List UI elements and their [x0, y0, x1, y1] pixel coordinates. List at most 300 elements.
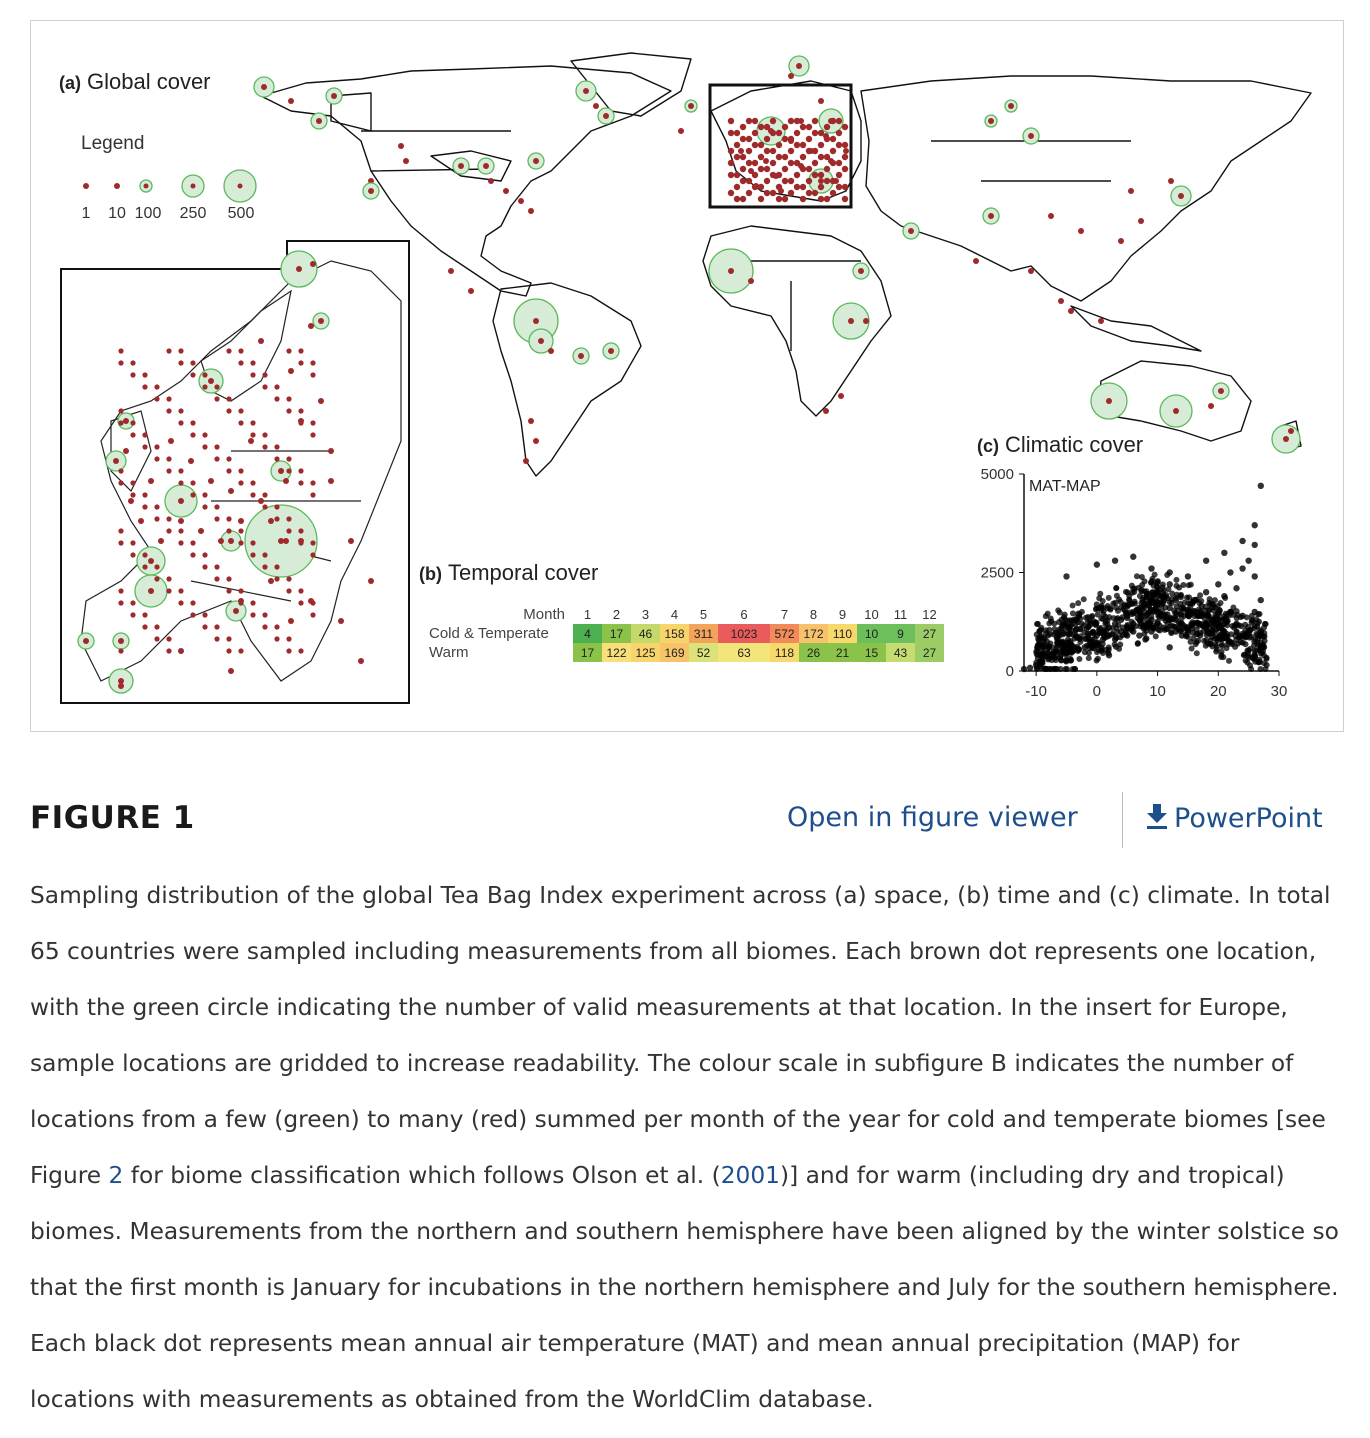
location-dot [298, 540, 303, 545]
location-dot [818, 130, 824, 136]
location-dot [286, 348, 291, 353]
location-dot [770, 190, 776, 196]
location-dot [154, 504, 159, 509]
location-dot [274, 516, 279, 521]
location-dot [298, 528, 303, 533]
scatter-point [1070, 666, 1076, 672]
location-dot [130, 360, 135, 365]
location-dot [142, 372, 147, 377]
location-dot [178, 528, 183, 533]
location-dot [782, 154, 788, 160]
scatter-point [1224, 645, 1230, 651]
month-7: 7 [780, 607, 789, 622]
location-dot [214, 564, 219, 569]
location-dot [298, 420, 303, 425]
open-figure-viewer-link[interactable]: Open in figure viewer [787, 802, 1078, 833]
scatter-point [1060, 621, 1066, 627]
location-dot [214, 396, 219, 401]
location-dot [238, 648, 243, 653]
world-map [261, 53, 1311, 476]
location-dot [278, 468, 284, 474]
location-dot [268, 578, 274, 584]
scatter-point [1207, 596, 1213, 602]
scatter-point [1053, 630, 1059, 636]
location-dot [776, 154, 782, 160]
scatter-point [1172, 610, 1178, 616]
temporal-cell: 26 [799, 643, 828, 662]
scatter-point [1076, 647, 1082, 653]
location-dot [250, 552, 255, 557]
location-dot [776, 196, 782, 202]
scatter-point [1135, 641, 1141, 647]
scatter-point [1095, 612, 1101, 618]
scatter-point [1222, 595, 1228, 601]
location-dot [734, 196, 740, 202]
temporal-cell: 17 [573, 643, 602, 662]
figure-2-link[interactable]: 2 [108, 1162, 124, 1189]
scatter-point [1206, 607, 1212, 613]
location-dot [368, 188, 374, 194]
location-dot [842, 166, 848, 172]
scatter-point [1252, 573, 1258, 579]
location-dot [728, 118, 734, 124]
location-dot [770, 148, 776, 154]
scatter-point [1138, 612, 1144, 618]
location-dot [1218, 388, 1224, 394]
location-dot [298, 360, 303, 365]
location-dot [358, 658, 364, 664]
location-dot [746, 118, 752, 124]
temporal-cell: 1023 [718, 624, 770, 643]
scatter-point [1058, 657, 1064, 663]
scatter-point [1227, 639, 1233, 645]
location-dot [776, 184, 782, 190]
scatter-point [1100, 598, 1106, 604]
scatter-point [1162, 627, 1168, 633]
europe-inset [61, 241, 409, 703]
location-dot [788, 148, 794, 154]
month-header-row [429, 605, 944, 624]
scatter-point [1106, 644, 1112, 650]
location-dot [214, 456, 219, 461]
location-dot [154, 576, 159, 581]
location-dot [310, 612, 315, 617]
scatter-point [1229, 623, 1235, 629]
scatter-point [1134, 573, 1140, 579]
location-dot [758, 196, 764, 202]
scatter-point [1156, 610, 1162, 616]
scatter-point [1035, 645, 1041, 651]
y-tick-label: 2500 [980, 564, 1014, 582]
location-dot [830, 118, 836, 124]
location-dot [770, 160, 776, 166]
scatter-point [1262, 621, 1268, 627]
location-dot [593, 103, 599, 109]
location-dot [298, 648, 303, 653]
location-dot [166, 576, 171, 581]
location-dot [1098, 318, 1104, 324]
scatter-point [1067, 623, 1073, 629]
location-dot [202, 444, 207, 449]
location-dot [812, 160, 818, 166]
x-tick-label: 30 [1270, 683, 1288, 700]
location-dot [154, 636, 159, 641]
location-dot [190, 612, 195, 617]
location-dot [794, 172, 800, 178]
location-dot [310, 492, 315, 497]
location-dot [261, 84, 267, 90]
location-dot [770, 130, 776, 136]
month-11: 11 [893, 607, 908, 622]
location-dot [130, 432, 135, 437]
scatter-point [1081, 596, 1087, 602]
location-dot [824, 166, 830, 172]
location-dot [190, 492, 195, 497]
location-dot [118, 468, 123, 473]
location-dot [166, 396, 171, 401]
scatter-point [1164, 572, 1170, 578]
location-dot [806, 178, 812, 184]
scatter-point [1258, 597, 1264, 603]
location-dot [988, 118, 994, 124]
scatter-point [1124, 622, 1130, 628]
location-dot [118, 588, 123, 593]
scatter-point [1085, 614, 1091, 620]
location-dot [800, 142, 806, 148]
scatter-point [1203, 643, 1209, 649]
location-dot [794, 160, 800, 166]
location-dot [318, 318, 324, 324]
location-dot [118, 360, 123, 365]
location-dot [288, 98, 294, 104]
location-dot [214, 516, 219, 521]
location-dot [202, 564, 207, 569]
month-8: 8 [809, 607, 818, 622]
location-dot [250, 492, 255, 497]
location-dot [283, 538, 289, 544]
location-dot [118, 348, 123, 353]
location-dot [226, 468, 231, 473]
location-dot [226, 408, 231, 413]
scatter-point [1169, 600, 1175, 606]
location-dot [238, 468, 243, 473]
location-dot [310, 432, 315, 437]
location-dot [130, 480, 135, 485]
scatter-point [1217, 607, 1223, 613]
temporal-cell: 572 [770, 624, 799, 643]
location-dot [238, 588, 243, 593]
location-dot [836, 172, 842, 178]
scatter-chart [981, 466, 1288, 700]
location-dot [214, 636, 219, 641]
location-dot [226, 516, 231, 521]
scatter-point [1184, 594, 1190, 600]
location-dot [752, 172, 758, 178]
scatter-point [1041, 638, 1047, 644]
location-dot [603, 113, 609, 119]
location-dot [830, 178, 836, 184]
location-dot [1048, 213, 1054, 219]
scatter-point [1126, 597, 1132, 603]
location-dot [608, 348, 614, 354]
scatter-point [1221, 628, 1227, 634]
scatter-point [1252, 542, 1258, 548]
location-dot [533, 158, 539, 164]
location-dot [118, 540, 123, 545]
location-dot [746, 148, 752, 154]
location-dot [782, 124, 788, 130]
scatter-point [1194, 627, 1200, 633]
location-dot [776, 172, 782, 178]
figure-image[interactable] [30, 20, 1344, 732]
location-dot [310, 261, 316, 267]
location-dot [202, 612, 207, 617]
location-dot [1288, 428, 1294, 434]
scatter-point [1258, 644, 1264, 650]
location-dot [214, 384, 219, 389]
scatter-point [1228, 631, 1234, 637]
month-3: 3 [641, 607, 650, 622]
temporal-cell: 110 [828, 624, 857, 643]
location-dot [286, 648, 291, 653]
location-dot [863, 318, 869, 324]
location-dot [1058, 298, 1064, 304]
location-dot [836, 142, 842, 148]
download-icon [1144, 802, 1170, 830]
location-dot [740, 166, 746, 172]
location-dot [830, 136, 836, 142]
location-dot [788, 178, 794, 184]
location-dot [806, 190, 812, 196]
scatter-point [1209, 643, 1215, 649]
scatter-point [1203, 557, 1209, 563]
scatter-point [1113, 644, 1119, 650]
month-4: 4 [670, 607, 679, 622]
scatter-point [1047, 631, 1053, 637]
location-dot [142, 504, 147, 509]
location-dot [288, 368, 294, 374]
scatter-point [1076, 656, 1082, 662]
scatter-point [1139, 604, 1145, 610]
location-dot [226, 456, 231, 461]
location-dot [238, 348, 243, 353]
location-dot [286, 396, 291, 401]
location-dot [800, 154, 806, 160]
legend-symbols [83, 170, 256, 202]
scatter-point [1094, 561, 1100, 567]
scatter-point [1235, 612, 1241, 618]
location-dot [836, 118, 842, 124]
location-dot [226, 588, 231, 593]
location-dot [154, 564, 159, 569]
location-dot [250, 420, 255, 425]
location-dot [483, 163, 489, 169]
location-dot [1106, 398, 1112, 404]
chart-title: MAT-MAP [1029, 478, 1101, 495]
location-dot [836, 130, 842, 136]
location-dot [250, 600, 255, 605]
location-dot [178, 518, 184, 524]
location-dot [838, 393, 844, 399]
location-dot [740, 196, 746, 202]
scatter-point [1077, 626, 1083, 632]
location-dot [728, 172, 734, 178]
location-dot [328, 448, 334, 454]
location-dot [142, 444, 147, 449]
location-dot [764, 178, 770, 184]
location-dot [764, 190, 770, 196]
scatter-point [1067, 617, 1073, 623]
location-dot [794, 130, 800, 136]
location-dot [128, 498, 134, 504]
olson-2001-link[interactable]: 2001 [720, 1162, 780, 1189]
scatter-point [1073, 621, 1079, 627]
month-1: 1 [583, 607, 592, 622]
scatter-point [1138, 588, 1144, 594]
scatter-point [1127, 609, 1133, 615]
location-dot [118, 480, 123, 485]
location-dot [806, 148, 812, 154]
location-dot [123, 448, 129, 454]
location-dot [308, 323, 314, 329]
location-dot [166, 636, 171, 641]
location-dot [202, 372, 207, 377]
scatter-point [1148, 565, 1154, 571]
scatter-point [1094, 620, 1100, 626]
caption-text-1: Sampling distribution of the global Tea Bag Index experiment across (a) space, (b) time and (c) climate. In total 65 countries were sampled including measurements from all biomes. Each brown dot represents one location, with the green circle indicating the number of valid measurements at that location. In the insert for Europe, sample locations are gridded to increase readability. The colour scale in subfigure B indicates the number of locations from a few (green) to many (red) summed per month of the year for cold and temperate biomes [see Figure [30, 882, 1331, 1189]
scatter-point [1063, 646, 1069, 652]
location-dot [328, 478, 334, 484]
powerpoint-download-link[interactable] [1144, 802, 1323, 834]
location-dot [752, 142, 758, 148]
location-dot [818, 172, 824, 178]
location-dot [830, 148, 836, 154]
scatter-point [1163, 594, 1169, 600]
location-dot [250, 372, 255, 377]
location-dot [178, 648, 183, 653]
location-dot [262, 552, 267, 557]
location-dot [154, 444, 159, 449]
location-dot [178, 468, 183, 473]
scatter-point [1210, 602, 1216, 608]
location-dot [250, 612, 255, 617]
scatter-point [1244, 614, 1250, 620]
scatter-point [1226, 658, 1232, 664]
location-dot [148, 478, 154, 484]
temporal-cell: 46 [631, 624, 660, 643]
location-dot [836, 160, 842, 166]
location-dot [806, 166, 812, 172]
scatter-point [1079, 609, 1085, 615]
scatter-point [1153, 602, 1159, 608]
location-dot [262, 432, 267, 437]
location-dot [190, 552, 195, 557]
scatter-point [1094, 649, 1100, 655]
location-dot [238, 360, 243, 365]
scatter-point [1133, 623, 1139, 629]
scatter-point [1093, 606, 1099, 612]
scatter-point [1034, 632, 1040, 638]
scatter-point [1257, 657, 1263, 663]
location-dot [752, 160, 758, 166]
scatter-point [1139, 582, 1145, 588]
location-dot [262, 564, 267, 569]
location-dot [178, 420, 183, 425]
location-dot [812, 130, 818, 136]
scatter-point [1144, 636, 1150, 642]
location-dot [796, 63, 802, 69]
location-dot [238, 518, 244, 524]
scatter-point [1113, 585, 1119, 591]
location-dot [286, 636, 291, 641]
location-dot [758, 142, 764, 148]
location-dot [202, 384, 207, 389]
location-dot [142, 384, 147, 389]
scatter-point [1252, 648, 1258, 654]
location-dot [728, 268, 734, 274]
location-dot [178, 498, 184, 504]
location-dot [310, 360, 315, 365]
temporal-cell: 169 [660, 643, 689, 662]
scatter-point [1239, 538, 1245, 544]
location-dot [214, 444, 219, 449]
location-dot [154, 624, 159, 629]
scatter-point [1113, 605, 1119, 611]
temporal-cell: 158 [660, 624, 689, 643]
scatter-point [1115, 615, 1121, 621]
scatter-point [1250, 655, 1256, 661]
location-dot [298, 348, 303, 353]
scatter-point [1183, 631, 1189, 637]
location-dot [824, 196, 830, 202]
location-dot [258, 338, 264, 344]
location-dot [338, 618, 344, 624]
location-dot [154, 456, 159, 461]
scatter-point [1189, 619, 1195, 625]
location-dot [734, 154, 740, 160]
location-dot [190, 480, 195, 485]
location-dot [286, 456, 291, 461]
location-dot [248, 438, 254, 444]
location-dot [158, 538, 164, 544]
location-dot [268, 518, 274, 524]
location-dot [274, 636, 279, 641]
location-dot [262, 372, 267, 377]
location-dot [208, 378, 214, 384]
location-dot [208, 478, 214, 484]
location-dot [274, 564, 279, 569]
scatter-point [1123, 628, 1129, 634]
scatter-point [1233, 637, 1239, 643]
location-dot [166, 408, 171, 413]
location-dot [238, 540, 243, 545]
temporal-cell: 125 [631, 643, 660, 662]
scatter-point [1087, 645, 1093, 651]
location-dot [190, 432, 195, 437]
location-dot [238, 408, 243, 413]
location-dot [748, 278, 754, 284]
location-dot [842, 184, 848, 190]
scatter-point [1159, 601, 1165, 607]
location-dot [533, 438, 539, 444]
panel-b-title: (b) Temporal cover [419, 560, 599, 585]
location-dot [818, 178, 824, 184]
location-dot [296, 266, 302, 272]
location-dot [310, 372, 315, 377]
location-dot [583, 88, 589, 94]
month-10: 10 [864, 607, 879, 622]
scatter-point [1035, 621, 1041, 627]
